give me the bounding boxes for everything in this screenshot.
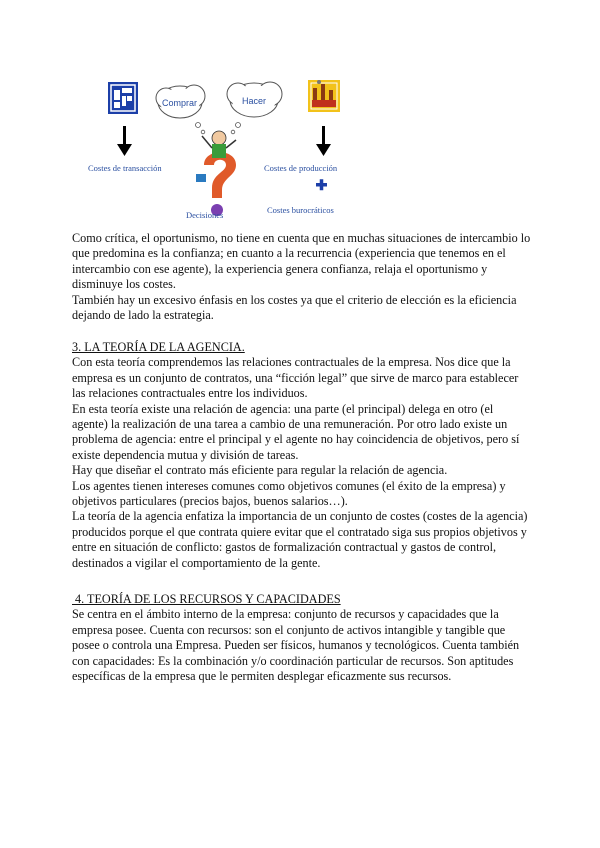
cloud-hacer-icon xyxy=(227,82,282,134)
resources-theory-section xyxy=(72,592,532,684)
label-decisions: Decisiones xyxy=(186,210,224,220)
section-4-paragraph-1: Se centra en el ámbito interno de la empresa: conjunto de recursos y capacidades que la empresa posee. Cuenta con recursos: son el conjunto de activos intangible y tangible que posee o controla una Empresa. Pueden ser físicos, humanos y tecnológicos. Cuenta también con capacidades: Es la combinación y/o coordinación particular de recursos. Son aptitudes específicas de la empresa que le permiten desplegar eficazmente sus recursos. xyxy=(72,607,520,684)
costs-illustration xyxy=(86,70,376,228)
plus-icon xyxy=(316,179,327,190)
agency-theory-section xyxy=(72,340,532,571)
down-arrow-right-icon xyxy=(316,126,331,156)
section-3-paragraph-5: La teoría de la agencia enfatiza la importancia de un conjunto de costes (costes de la agencia) producidos porque el que contrata quiere evitar que el contratado siga sus propios objetivos y entre en situación de conflicto: gastos de formalización contractual y gastos de control, destinados a vigilar el comportamiento de la gente. xyxy=(72,509,528,570)
down-arrow-left-icon xyxy=(117,126,132,156)
section-3-paragraph-4: Los agentes tienen intereses comunes como objetivos comunes (el éxito de la empresa) y objetivos particulares (precios bajos, buenos salarios…). xyxy=(72,478,506,509)
section-3-heading: 3. LA TEORÍA DE LA AGENCIA. xyxy=(72,340,245,354)
cloud-comprar-icon xyxy=(156,85,205,134)
intro-section xyxy=(72,231,532,323)
costs-diagram xyxy=(86,70,376,228)
label-transaction-costs: Costes de transacción xyxy=(88,163,162,173)
intro-paragraph-2: También hay un excesivo énfasis en los costes ya que el criterio de elección es la eficiencia dejando de lado la estrategia. xyxy=(72,292,517,323)
label-production-costs: Costes de producción xyxy=(264,163,338,173)
factory-icon xyxy=(308,80,340,112)
section-4-heading: 4. TEORÍA DE LOS RECURSOS Y CAPACIDADES xyxy=(72,592,341,606)
cloud-hacer-text: Hacer xyxy=(242,96,267,106)
label-bureaucratic-costs: Costes burocráticos xyxy=(267,205,334,215)
thinking-person-icon xyxy=(196,131,236,216)
intro-paragraph-1: Como crítica, el oportunismo, no tiene en cuenta que en muchas situaciones de intercambio lo que predomina es la confianza; en cuanto a la recurrencia (experiencia que tenemos en el intercambio con ese agente), la experiencia genera confianza, relaja el oportunismo y disminuye los costes. xyxy=(72,231,531,292)
transaction-sign-icon xyxy=(108,82,138,114)
cloud-comprar-text: Comprar xyxy=(162,98,198,108)
section-3-paragraph-1: Con esta teoría comprendemos las relaciones contractuales de la empresa. Nos dice que la empresa es un conjunto de contratos, una “ficción legal” que sirve de marco para establecer las relaciones contractuales entre los individuos. xyxy=(72,355,519,401)
section-3-paragraph-2: En esta teoría existe una relación de agencia: una parte (el principal) delega en otro (el agente) la realización de una tarea a cambio de una remuneración. Por otro lado existe un problema de agencia: entre el principal y el agente no hay coincidencia de objetivos, pero sí existe dependencia mutua y división de tareas. xyxy=(72,401,520,462)
section-3-paragraph-3: Hay que diseñar el contrato más eficiente para regular la relación de agencia. xyxy=(72,463,448,478)
